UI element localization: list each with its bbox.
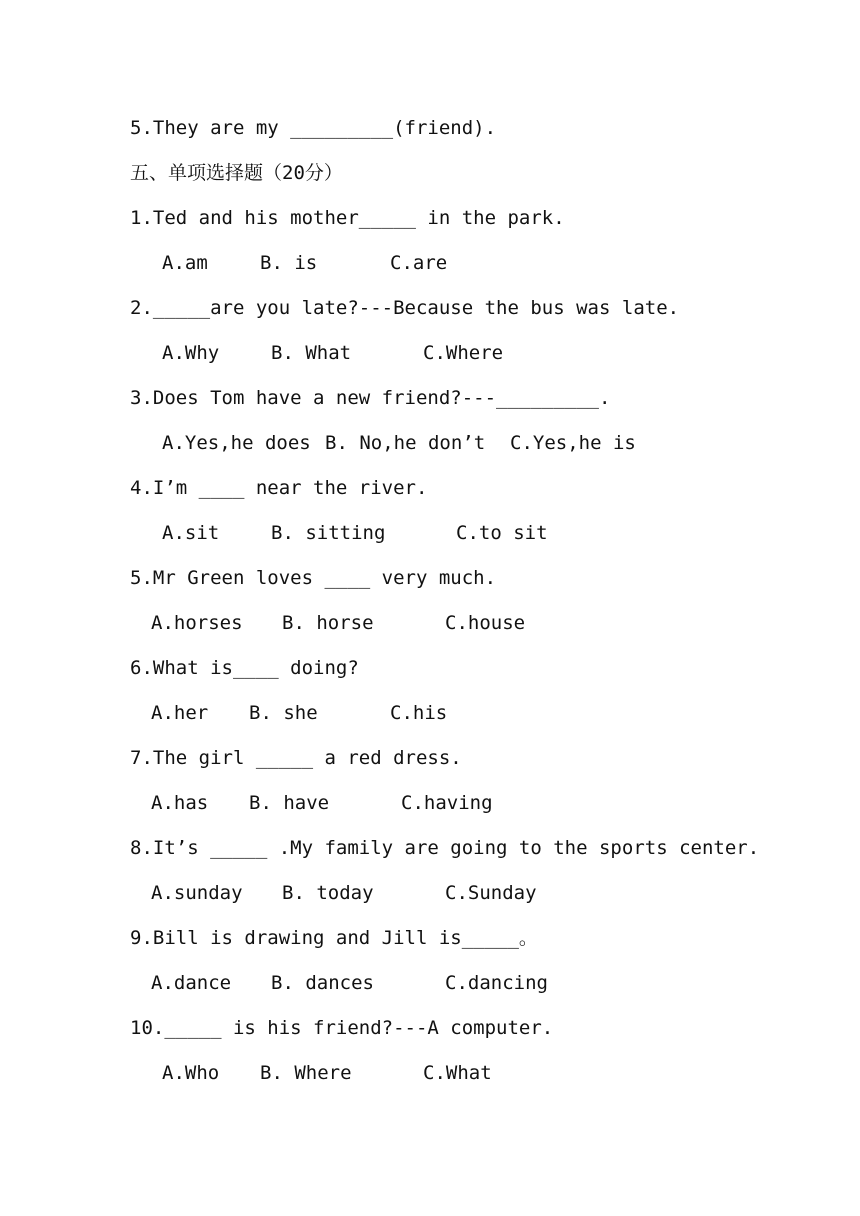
option-b: B. she bbox=[249, 702, 318, 724]
option-a: A.sit bbox=[162, 522, 220, 544]
option-c: C.his bbox=[390, 702, 448, 724]
option-b: B. sitting bbox=[271, 522, 386, 544]
option-b: B. What bbox=[271, 342, 352, 364]
question-stem-9: 9.Bill is drawing and Jill is_____。 bbox=[130, 927, 538, 949]
option-c: C.Yes,he is bbox=[510, 432, 636, 454]
section-title: 五、单项选择题（20分） bbox=[130, 162, 343, 184]
option-c: C.Sunday bbox=[445, 882, 537, 904]
question-stem-7: 7.The girl _____ a red dress. bbox=[130, 747, 462, 769]
question-stem-2: 2._____are you late?---Because the bus was late. bbox=[130, 297, 680, 319]
option-c: C.to sit bbox=[456, 522, 548, 544]
option-a: A.Yes,he does bbox=[162, 432, 311, 454]
question-stem-3: 3.Does Tom have a new friend?---_________. bbox=[130, 387, 611, 409]
option-a: A.Why bbox=[162, 342, 220, 364]
option-b: B. horse bbox=[282, 612, 374, 634]
option-b: B. No,he don’t bbox=[325, 432, 486, 454]
option-c: C.What bbox=[423, 1062, 492, 1084]
option-c: C.house bbox=[445, 612, 526, 634]
question-stem-8: 8.It’s _____ .My family are going to the sports center. bbox=[130, 837, 760, 859]
option-b: B. dances bbox=[271, 972, 374, 994]
option-a: A.has bbox=[151, 792, 209, 814]
option-c: C.dancing bbox=[445, 972, 548, 994]
question-stem-5: 5.Mr Green loves ____ very much. bbox=[130, 567, 497, 589]
option-a: A.sunday bbox=[151, 882, 243, 904]
option-b: B. have bbox=[249, 792, 330, 814]
option-a: A.Who bbox=[162, 1062, 220, 1084]
option-a: A.horses bbox=[151, 612, 243, 634]
question-stem-1: 1.Ted and his mother_____ in the park. bbox=[130, 207, 565, 229]
option-b: B. today bbox=[282, 882, 374, 904]
question-stem-10: 10._____ is his friend?---A computer. bbox=[130, 1017, 554, 1039]
question-stem-6: 6.What is____ doing? bbox=[130, 657, 359, 679]
option-c: C.having bbox=[401, 792, 493, 814]
option-c: C.are bbox=[390, 252, 448, 274]
option-c: C.Where bbox=[423, 342, 504, 364]
option-a: A.am bbox=[162, 252, 208, 274]
option-a: A.her bbox=[151, 702, 209, 724]
option-a: A.dance bbox=[151, 972, 232, 994]
option-b: B. Where bbox=[260, 1062, 352, 1084]
option-b: B. is bbox=[260, 252, 318, 274]
question-stem-4: 4.I’m ____ near the river. bbox=[130, 477, 428, 499]
fill-blank-item-5: 5.They are my _________(friend). bbox=[130, 117, 497, 139]
